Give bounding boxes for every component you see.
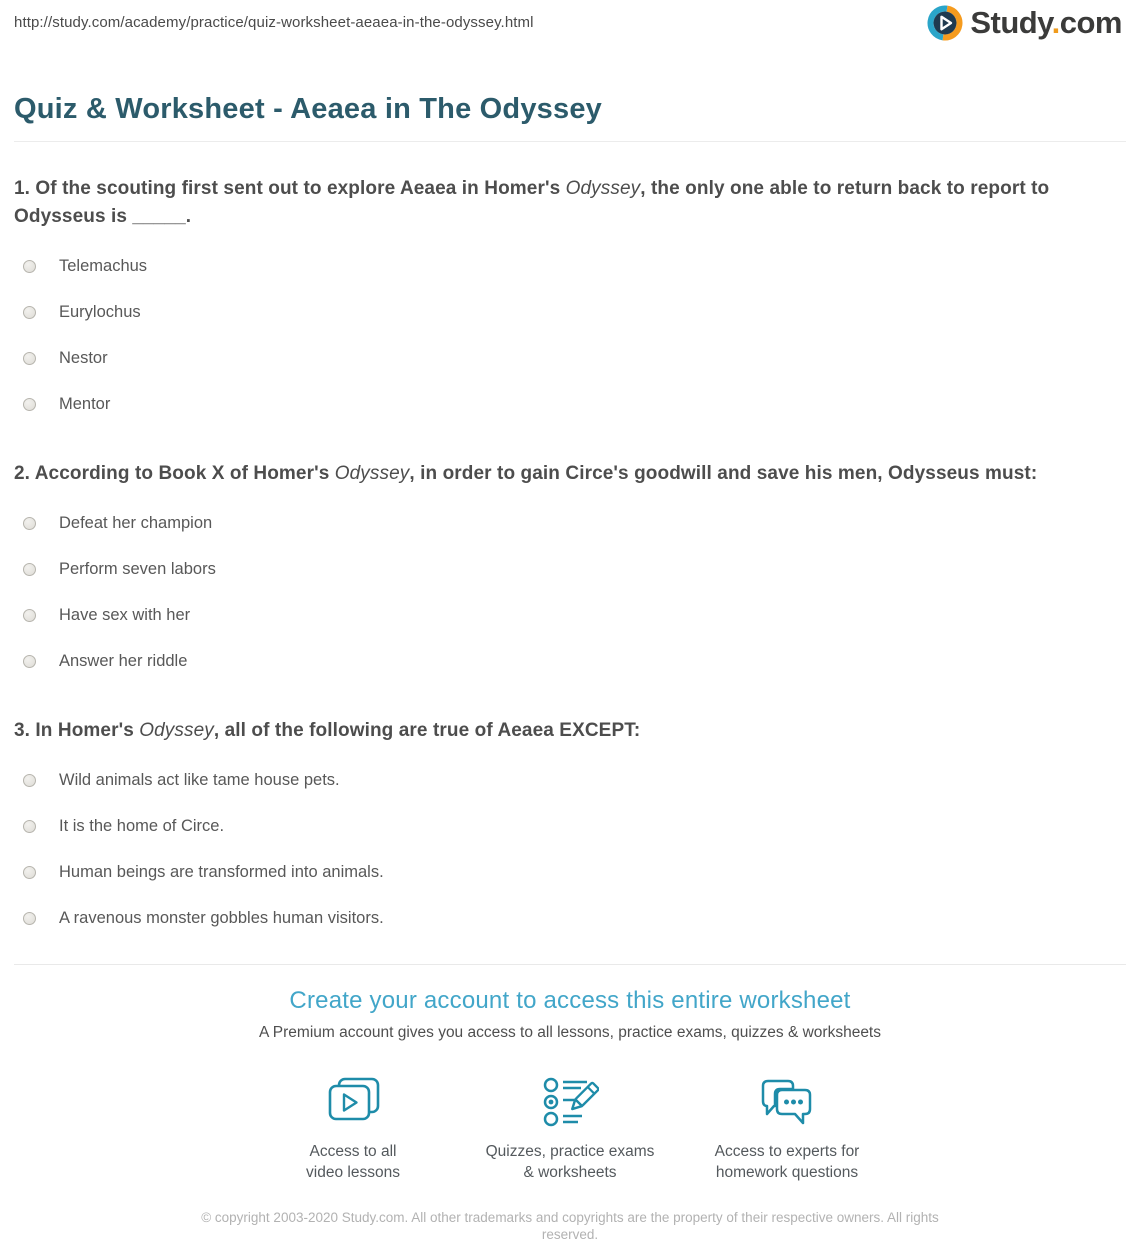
radio-button[interactable] — [23, 306, 36, 319]
quizzes-worksheets-icon — [462, 1076, 679, 1130]
features-row — [14, 1076, 1126, 1183]
question-3-text: 3. In Homer's Odyssey, all of the following are true of Aeaea EXCEPT: — [14, 720, 641, 741]
premium-subheading: A Premium account gives you access to all lessons, practice exams, quizzes & worksheets — [259, 1024, 881, 1041]
radio-button[interactable] — [23, 912, 36, 925]
option-label[interactable]: Perform seven labors — [59, 560, 216, 578]
radio-button[interactable] — [23, 352, 36, 365]
option-label[interactable]: Telemachus — [59, 257, 148, 275]
video-lessons-icon — [245, 1076, 462, 1130]
question-2-text: 2. According to Book X of Homer's Odyssey, in order to gain Circe's goodwill and save his men, Odysseus must: — [14, 463, 1038, 484]
answer-option — [14, 514, 1126, 533]
create-account-section — [14, 964, 1126, 1183]
option-label[interactable]: Eurylochus — [59, 303, 141, 321]
feature-label: Access to all video lessons — [306, 1143, 400, 1181]
radio-button[interactable] — [23, 563, 36, 576]
option-label[interactable]: Wild animals act like tame house pets. — [59, 771, 340, 789]
question-3-options — [14, 771, 1126, 928]
option-label[interactable]: It is the home of Circe. — [59, 817, 225, 835]
page-header — [0, 0, 1140, 48]
option-label[interactable]: A ravenous monster gobbles human visitors. — [59, 909, 384, 927]
radio-button[interactable] — [23, 820, 36, 833]
expert-chat-icon — [679, 1076, 896, 1130]
question-2-options — [14, 514, 1126, 671]
feature-label: Access to experts for homework questions — [714, 1143, 860, 1181]
page-url: http://study.com/academy/practice/quiz-worksheet-aeaea-in-the-odyssey.html — [14, 14, 534, 31]
option-label[interactable]: Human beings are transformed into animals. — [59, 863, 384, 881]
answer-option — [14, 395, 1126, 414]
answer-option — [14, 257, 1126, 276]
radio-button[interactable] — [23, 517, 36, 530]
option-label[interactable]: Answer her riddle — [59, 652, 188, 670]
option-label[interactable]: Nestor — [59, 349, 108, 367]
option-label[interactable]: Have sex with her — [59, 606, 191, 624]
radio-button[interactable] — [23, 609, 36, 622]
radio-button[interactable] — [23, 260, 36, 273]
copyright-notice: © copyright 2003-2020 Study.com. All other trademarks and copyrights are the property of their respective owners. All rights reserved. — [201, 1210, 939, 1242]
answer-option — [14, 771, 1126, 790]
feature-expert-chat — [679, 1076, 896, 1183]
question-1-options — [14, 257, 1126, 414]
studycom-logo[interactable] — [927, 5, 1122, 41]
studycom-logo-icon — [927, 5, 963, 41]
quiz-body — [14, 175, 1126, 928]
feature-video-lessons — [245, 1076, 462, 1183]
answer-option — [14, 349, 1126, 368]
question-1 — [14, 175, 1126, 414]
radio-button[interactable] — [23, 866, 36, 879]
feature-label: Quizzes, practice exams & worksheets — [485, 1143, 655, 1181]
question-3 — [14, 717, 1126, 928]
feature-quizzes-worksheets — [462, 1076, 679, 1183]
answer-option — [14, 560, 1126, 579]
answer-option — [14, 606, 1126, 625]
radio-button[interactable] — [23, 774, 36, 787]
answer-option — [14, 909, 1126, 928]
studycom-logo-text: Study.com — [970, 5, 1122, 40]
create-account-link[interactable]: Create your account to access this entire worksheet — [289, 987, 851, 1014]
radio-button[interactable] — [23, 655, 36, 668]
radio-button[interactable] — [23, 398, 36, 411]
option-label[interactable]: Mentor — [59, 395, 111, 413]
answer-option — [14, 863, 1126, 882]
answer-option — [14, 303, 1126, 322]
page-title: Quiz & Worksheet - Aeaea in The Odyssey — [14, 93, 1126, 142]
answer-option — [14, 652, 1126, 671]
question-1-text: 1. Of the scouting first sent out to explore Aeaea in Homer's Odyssey, the only one able to return back to report to Odysseus is _____. — [14, 178, 1050, 227]
question-2 — [14, 460, 1126, 671]
answer-option — [14, 817, 1126, 836]
option-label[interactable]: Defeat her champion — [59, 514, 213, 532]
